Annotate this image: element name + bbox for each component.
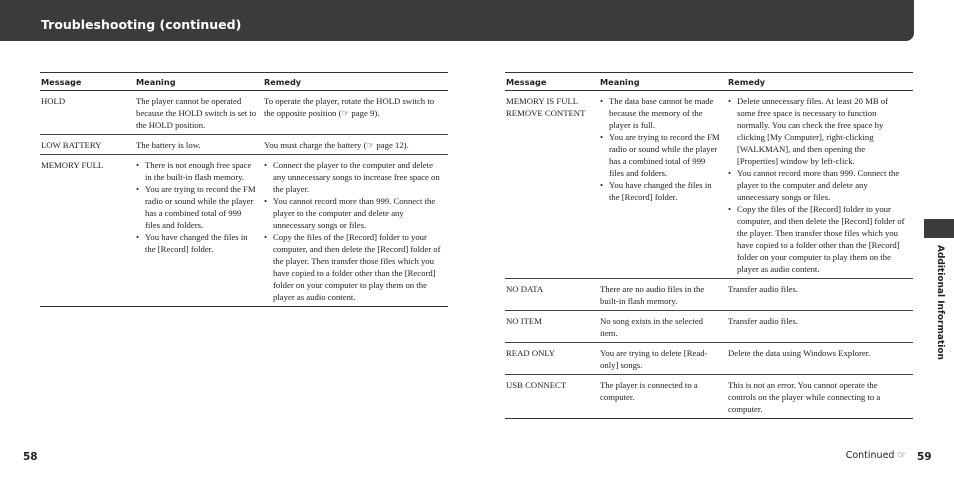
table-row	[40, 155, 448, 307]
remedy-bullet-item: • You cannot record more than 999. Connect the player to the computer and delete any unnecessary songs or files.	[728, 167, 907, 203]
remedy-text: Transfer audio files.	[728, 316, 798, 326]
remedy-bullet-item: • Connect the player to the computer and delete any unnecessary songs to increase free space on the player.	[264, 159, 442, 195]
meaning-cell	[599, 279, 727, 311]
table-row	[505, 343, 913, 375]
meaning-text: No song exists in the selected item.	[600, 316, 704, 338]
message-cell: NO DATA	[505, 279, 599, 311]
right-troubleshooting-table	[505, 72, 913, 419]
remedy-cell	[727, 311, 913, 343]
meaning-bullet-item: • There is not enough free space in the built-in flash memory.	[136, 159, 257, 183]
remedy-cell	[263, 155, 448, 307]
remedy-text: Delete the data using Windows Explorer.	[728, 348, 871, 358]
table-row	[505, 375, 913, 419]
table-header-row	[505, 73, 913, 91]
header-meaning: Meaning	[599, 73, 727, 91]
header-remedy: Remedy	[727, 73, 913, 91]
page-title: Troubleshooting (continued)	[41, 17, 242, 32]
left-troubleshooting-table	[40, 72, 448, 307]
meaning-cell	[135, 135, 263, 155]
message-cell: MEMORY FULL	[40, 155, 135, 307]
remedy-cell	[263, 135, 448, 155]
header-message: Message	[505, 73, 599, 91]
section-tab	[924, 219, 954, 238]
meaning-bullet-item: • You have changed the files in the [Record] folder.	[136, 231, 257, 255]
section-label: Additional Information	[935, 245, 945, 360]
remedy-cell	[727, 91, 913, 279]
meaning-text: There are no audio files in the built-in flash memory.	[600, 284, 705, 306]
message-cell: READ ONLY	[505, 343, 599, 375]
header-meaning: Meaning	[135, 73, 263, 91]
meaning-cell	[135, 155, 263, 307]
continued-indicator: Continued ☞	[845, 450, 906, 461]
meaning-text: The player is connected to a computer.	[600, 380, 698, 402]
meaning-bullet-item: • You are trying to record the FM radio or sound while the player has a combined total of 999 files and folders.	[600, 131, 721, 179]
meaning-cell	[599, 311, 727, 343]
meaning-bullet-item: • You have changed the files in the [Record] folder.	[600, 179, 721, 203]
meaning-bullet-item: • The data base cannot be made because the memory of the player is full.	[600, 95, 721, 131]
message-cell: USB CONNECT	[505, 375, 599, 419]
remedy-bullet-item: • Copy the files of the [Record] folder to your computer, and then delete the [Record] folder of the player. Then transfer those files which you have copied to a folder other than the [Record] folder on your computer to play them on the player as audio content.	[264, 231, 442, 303]
message-cell: LOW BATTERY	[40, 135, 135, 155]
message-cell: NO ITEM	[505, 311, 599, 343]
table-row	[505, 91, 913, 279]
meaning-text: The battery is low.	[136, 140, 201, 150]
remedy-text: This is not an error. You cannot operate the controls on the player while connecting to a computer.	[728, 380, 881, 414]
left-page-number: 58	[23, 451, 38, 463]
remedy-bullet-item: • Delete unnecessary files. At least 20 MB of some free space is necessary to function normally. You can check the free space by clicking [My Computer], right-clicking [WALKMAN], and then opening the [Properties] window by left-click.	[728, 95, 907, 167]
remedy-text: You must charge the battery (☞ page 12).	[264, 140, 409, 150]
remedy-text: To operate the player, rotate the HOLD switch to the opposite position (☞ page 9).	[264, 96, 435, 118]
meaning-cell	[599, 343, 727, 375]
remedy-cell	[727, 343, 913, 375]
meaning-text: The player cannot be operated because the HOLD switch is set to the HOLD position.	[136, 96, 257, 130]
remedy-cell	[263, 91, 448, 135]
meaning-text: You are trying to delete [Read-only] songs.	[600, 348, 708, 370]
remedy-text: Transfer audio files.	[728, 284, 798, 294]
remedy-bullet-item: • Copy the files of the [Record] folder to your computer, and then delete the [Record] folder of the player. Then transfer those files which you have copied to a folder other than the [Record] folder on your computer to play them on the player as audio content.	[728, 203, 907, 275]
header-message: Message	[40, 73, 135, 91]
table-header-row	[40, 73, 448, 91]
meaning-cell	[135, 91, 263, 135]
remedy-cell	[727, 279, 913, 311]
remedy-cell	[727, 375, 913, 419]
remedy-bullet-item: • You cannot record more than 999. Connect the player to the computer and delete any unnecessary songs or files.	[264, 195, 442, 231]
table-row	[505, 279, 913, 311]
table-row	[40, 91, 448, 135]
message-cell: HOLD	[40, 91, 135, 135]
table-row	[505, 311, 913, 343]
header-remedy: Remedy	[263, 73, 448, 91]
right-page-number: 59	[917, 451, 932, 463]
meaning-cell	[599, 375, 727, 419]
message-cell: MEMORY IS FULL REMOVE CONTENT	[505, 91, 599, 279]
meaning-cell	[599, 91, 727, 279]
meaning-bullet-item: • You are trying to record the FM radio or sound while the player has a combined total of 999 files and folders.	[136, 183, 257, 231]
table-row	[40, 135, 448, 155]
